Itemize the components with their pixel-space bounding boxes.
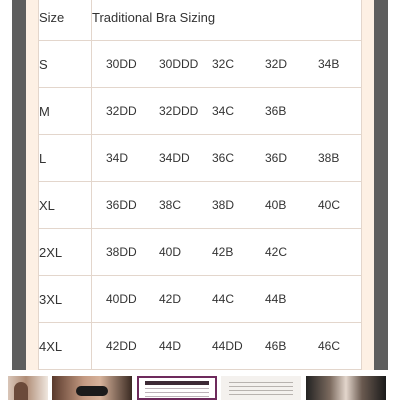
traditional-sizes-list: [92, 151, 361, 165]
bra-size-value: 30DD: [106, 57, 137, 71]
traditional-sizes-cell: [92, 182, 362, 229]
thumbnail-closeup-photo[interactable]: [52, 376, 132, 400]
bra-size-value: 40D: [159, 245, 182, 259]
traditional-sizes-cell: [92, 229, 362, 276]
bra-size-value: 44C: [212, 292, 235, 306]
bra-size-value: 42D: [159, 292, 182, 306]
table-header-row: [39, 0, 362, 41]
traditional-sizes-cell: [92, 41, 362, 88]
bra-size-value: 38C: [159, 198, 182, 212]
bra-size-value: 44B: [265, 292, 287, 306]
bra-size-value: 32D: [265, 57, 288, 71]
thumbnail-strip: [0, 372, 400, 400]
bra-size-value: 38D: [212, 198, 235, 212]
table-body: [39, 41, 362, 370]
traditional-sizes-list: [92, 104, 361, 118]
bra-size-value: 32DD: [106, 104, 137, 118]
bra-size-value: 32DDD: [159, 104, 199, 118]
size-label: XL: [39, 182, 92, 229]
size-label: 3XL: [39, 276, 92, 323]
bra-size-value: 34C: [212, 104, 235, 118]
bra-size-value: 40C: [318, 198, 341, 212]
table-row: [39, 41, 362, 88]
traditional-sizes-list: [92, 292, 361, 306]
traditional-sizes-cell: [92, 323, 362, 370]
table-row: [39, 276, 362, 323]
size-label: 4XL: [39, 323, 92, 370]
size-chart-table: [38, 0, 362, 370]
table-row: [39, 323, 362, 370]
bra-size-value: 36B: [265, 104, 287, 118]
traditional-sizing-header: Traditional Bra Sizing: [92, 0, 362, 41]
thumbnail-back-view-photo[interactable]: [306, 376, 386, 400]
size-column-header: Size: [39, 0, 92, 41]
bra-size-value: 40B: [265, 198, 287, 212]
table-row: [39, 88, 362, 135]
traditional-sizes-list: [92, 245, 361, 259]
bra-size-value: 32C: [212, 57, 235, 71]
bra-size-value: 38DD: [106, 245, 137, 259]
traditional-sizes-cell: [92, 135, 362, 182]
traditional-sizes-list: [92, 339, 361, 353]
thumbnail-size-chart[interactable]: [137, 376, 217, 400]
table-row: [39, 135, 362, 182]
traditional-sizes-list: [92, 198, 361, 212]
image-viewer-frame: [12, 0, 388, 370]
bra-size-value: 34DD: [159, 151, 190, 165]
thumbnail-description[interactable]: [221, 376, 301, 400]
bra-size-value: 42B: [212, 245, 234, 259]
bra-size-value: 36D: [265, 151, 288, 165]
bra-size-value: 46C: [318, 339, 341, 353]
size-label: S: [39, 41, 92, 88]
bra-size-value: 42DD: [106, 339, 137, 353]
bra-size-value: 38B: [318, 151, 340, 165]
size-label: 2XL: [39, 229, 92, 276]
bra-size-value: 40DD: [106, 292, 137, 306]
table-row: [39, 182, 362, 229]
bra-size-value: 42C: [265, 245, 288, 259]
bra-size-value: 34B: [318, 57, 340, 71]
traditional-sizes-cell: [92, 276, 362, 323]
bra-size-value: 44DD: [212, 339, 243, 353]
size-label: M: [39, 88, 92, 135]
bra-size-value: 36DD: [106, 198, 137, 212]
bra-size-value: 44D: [159, 339, 182, 353]
bra-size-value: 30DDD: [159, 57, 199, 71]
table-row: [39, 229, 362, 276]
thumbnail-model-photo[interactable]: [8, 376, 48, 400]
size-chart-card: [26, 0, 374, 370]
bra-size-value: 46B: [265, 339, 287, 353]
traditional-sizes-list: [92, 57, 361, 71]
bra-size-value: 34D: [106, 151, 129, 165]
size-label: L: [39, 135, 92, 182]
bra-size-value: 36C: [212, 151, 235, 165]
traditional-sizes-cell: [92, 88, 362, 135]
